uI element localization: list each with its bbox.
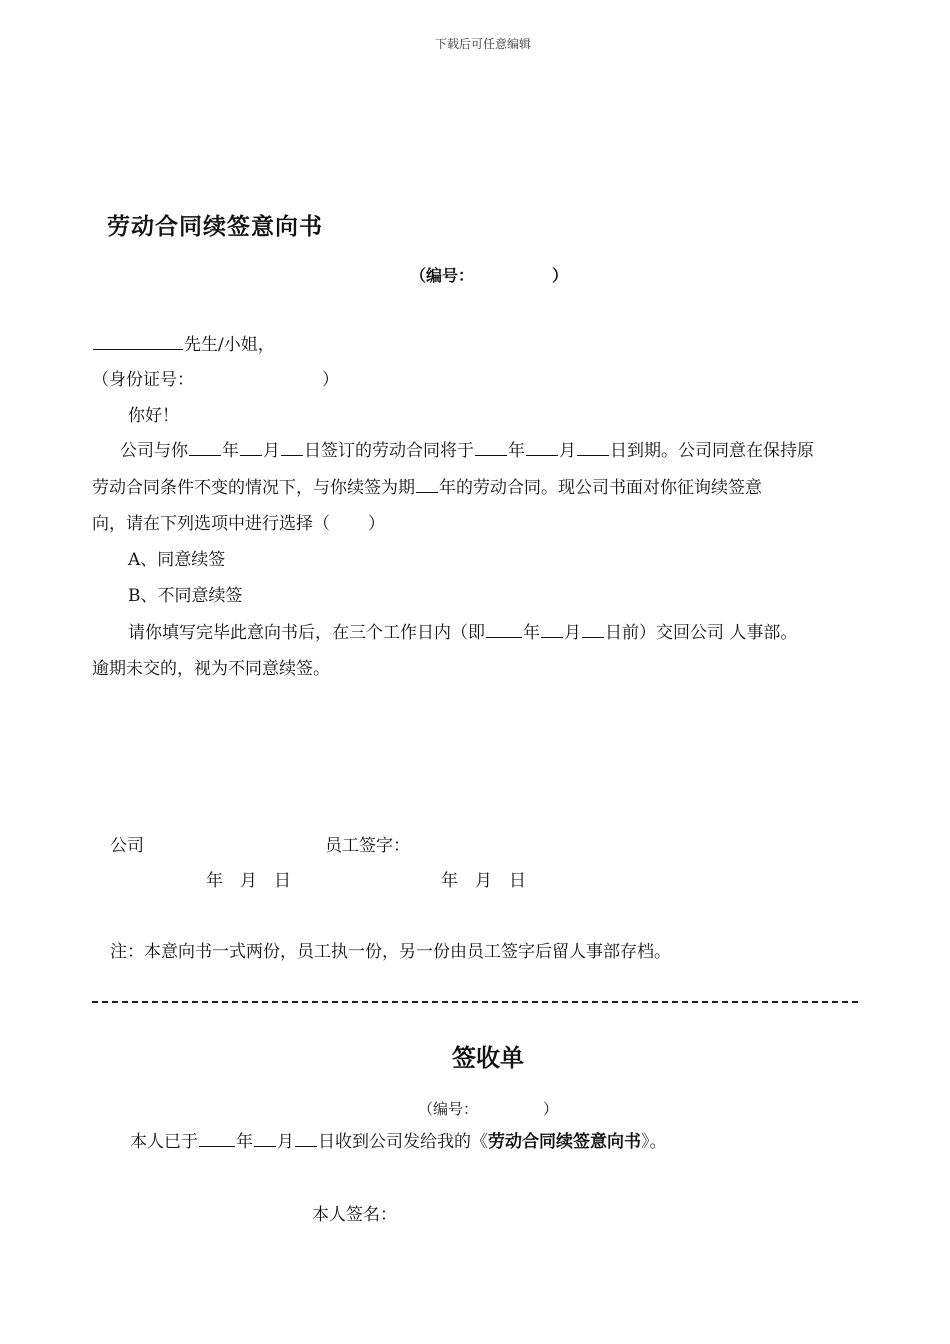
receipt-text-c: 》。	[641, 1132, 667, 1152]
header-note: 下载后可任意编辑	[434, 37, 531, 51]
receipt-document-name: 劳动合同续签意向书	[488, 1132, 641, 1152]
paragraph-line-5: 逾期未交的，视为不同意续签。	[92, 659, 330, 679]
paragraph-line-1	[120, 433, 814, 469]
receipt-month-blank[interactable]	[254, 1145, 276, 1147]
expire-month-blank[interactable]	[526, 454, 558, 456]
year-label: 年	[236, 1132, 253, 1152]
p2-text-a: 劳动合同条件不变的情况下，与你续签为期	[92, 478, 415, 498]
receipt-sign-label: 本人签名：	[312, 1205, 397, 1225]
paragraph-line-3	[92, 506, 385, 542]
sign-month-blank[interactable]	[240, 454, 262, 456]
p4-text-a: 请你填写完毕此意向书后，在三个工作日内（即	[128, 623, 485, 643]
return-month-blank[interactable]	[541, 636, 563, 638]
expire-day-blank[interactable]	[577, 454, 609, 456]
receipt-line	[130, 1124, 667, 1160]
receipt-title: 签收单	[452, 1043, 524, 1072]
p1-text-b: 签订的劳动合同将于	[321, 441, 474, 461]
salutation-line	[92, 327, 275, 363]
month-label: 月	[263, 441, 280, 461]
p1-text-a: 公司与你	[120, 441, 188, 461]
receipt-code-open: （编号：	[418, 1100, 479, 1118]
sign-year-blank[interactable]	[189, 454, 221, 456]
code-close: ）	[552, 266, 569, 285]
month-label: 月	[559, 441, 576, 461]
year-label: 年	[508, 441, 525, 461]
greeting: 你好！	[128, 406, 179, 426]
id-close: ）	[322, 370, 339, 390]
p4-text-b: 日前）交回公司 人事部。	[605, 623, 798, 643]
month-label: 月	[277, 1132, 294, 1152]
year-label: 年	[222, 441, 239, 461]
option-a[interactable]: A、同意续签	[128, 550, 226, 570]
id-number-line	[92, 362, 339, 398]
p2-text-b: 年的劳动合同。现公司书面对你征询续签意	[439, 478, 762, 498]
document-number	[410, 263, 568, 286]
return-year-blank[interactable]	[486, 636, 522, 638]
salutation: 先生/小姐，	[184, 335, 275, 355]
p3-close: ）	[368, 514, 385, 534]
receipt-text-b: 日收到公司发给我的《	[318, 1132, 488, 1152]
p1-text-c: 到期。公司同意在保持原	[627, 441, 814, 461]
receipt-year-blank[interactable]	[199, 1145, 235, 1147]
receipt-number	[418, 1098, 558, 1119]
return-day-blank[interactable]	[582, 636, 604, 638]
code-open: （编号：	[410, 266, 475, 285]
employee-sign-label: 员工签字：	[325, 836, 410, 856]
letter-title: 劳动合同续签意向书	[107, 213, 323, 240]
month-label: 月	[564, 623, 581, 643]
expire-year-blank[interactable]	[475, 454, 507, 456]
note: 注：本意向书一式两份，员工执一份，另一份由员工签字后留人事部存档。	[110, 942, 671, 962]
option-b[interactable]: B、不同意续签	[128, 586, 243, 606]
company-label: 公司	[110, 836, 144, 856]
day-label: 日	[304, 441, 321, 461]
cut-line-divider	[92, 1001, 858, 1003]
sign-day-blank[interactable]	[281, 454, 303, 456]
term-years-blank[interactable]	[416, 491, 438, 493]
paragraph-line-4	[128, 615, 797, 651]
paragraph-line-2	[92, 470, 762, 506]
p3-text: 向，请在下列选项中进行选择（	[92, 514, 330, 534]
receipt-day-blank[interactable]	[295, 1145, 317, 1147]
name-blank[interactable]	[93, 348, 183, 350]
receipt-text-a: 本人已于	[130, 1132, 198, 1152]
employee-date: 年 月 日	[441, 871, 526, 891]
year-label: 年	[523, 623, 540, 643]
id-open: （身份证号：	[92, 370, 194, 390]
receipt-code-close: ）	[543, 1100, 559, 1118]
company-date: 年 月 日	[206, 871, 291, 891]
day-label: 日	[610, 441, 627, 461]
